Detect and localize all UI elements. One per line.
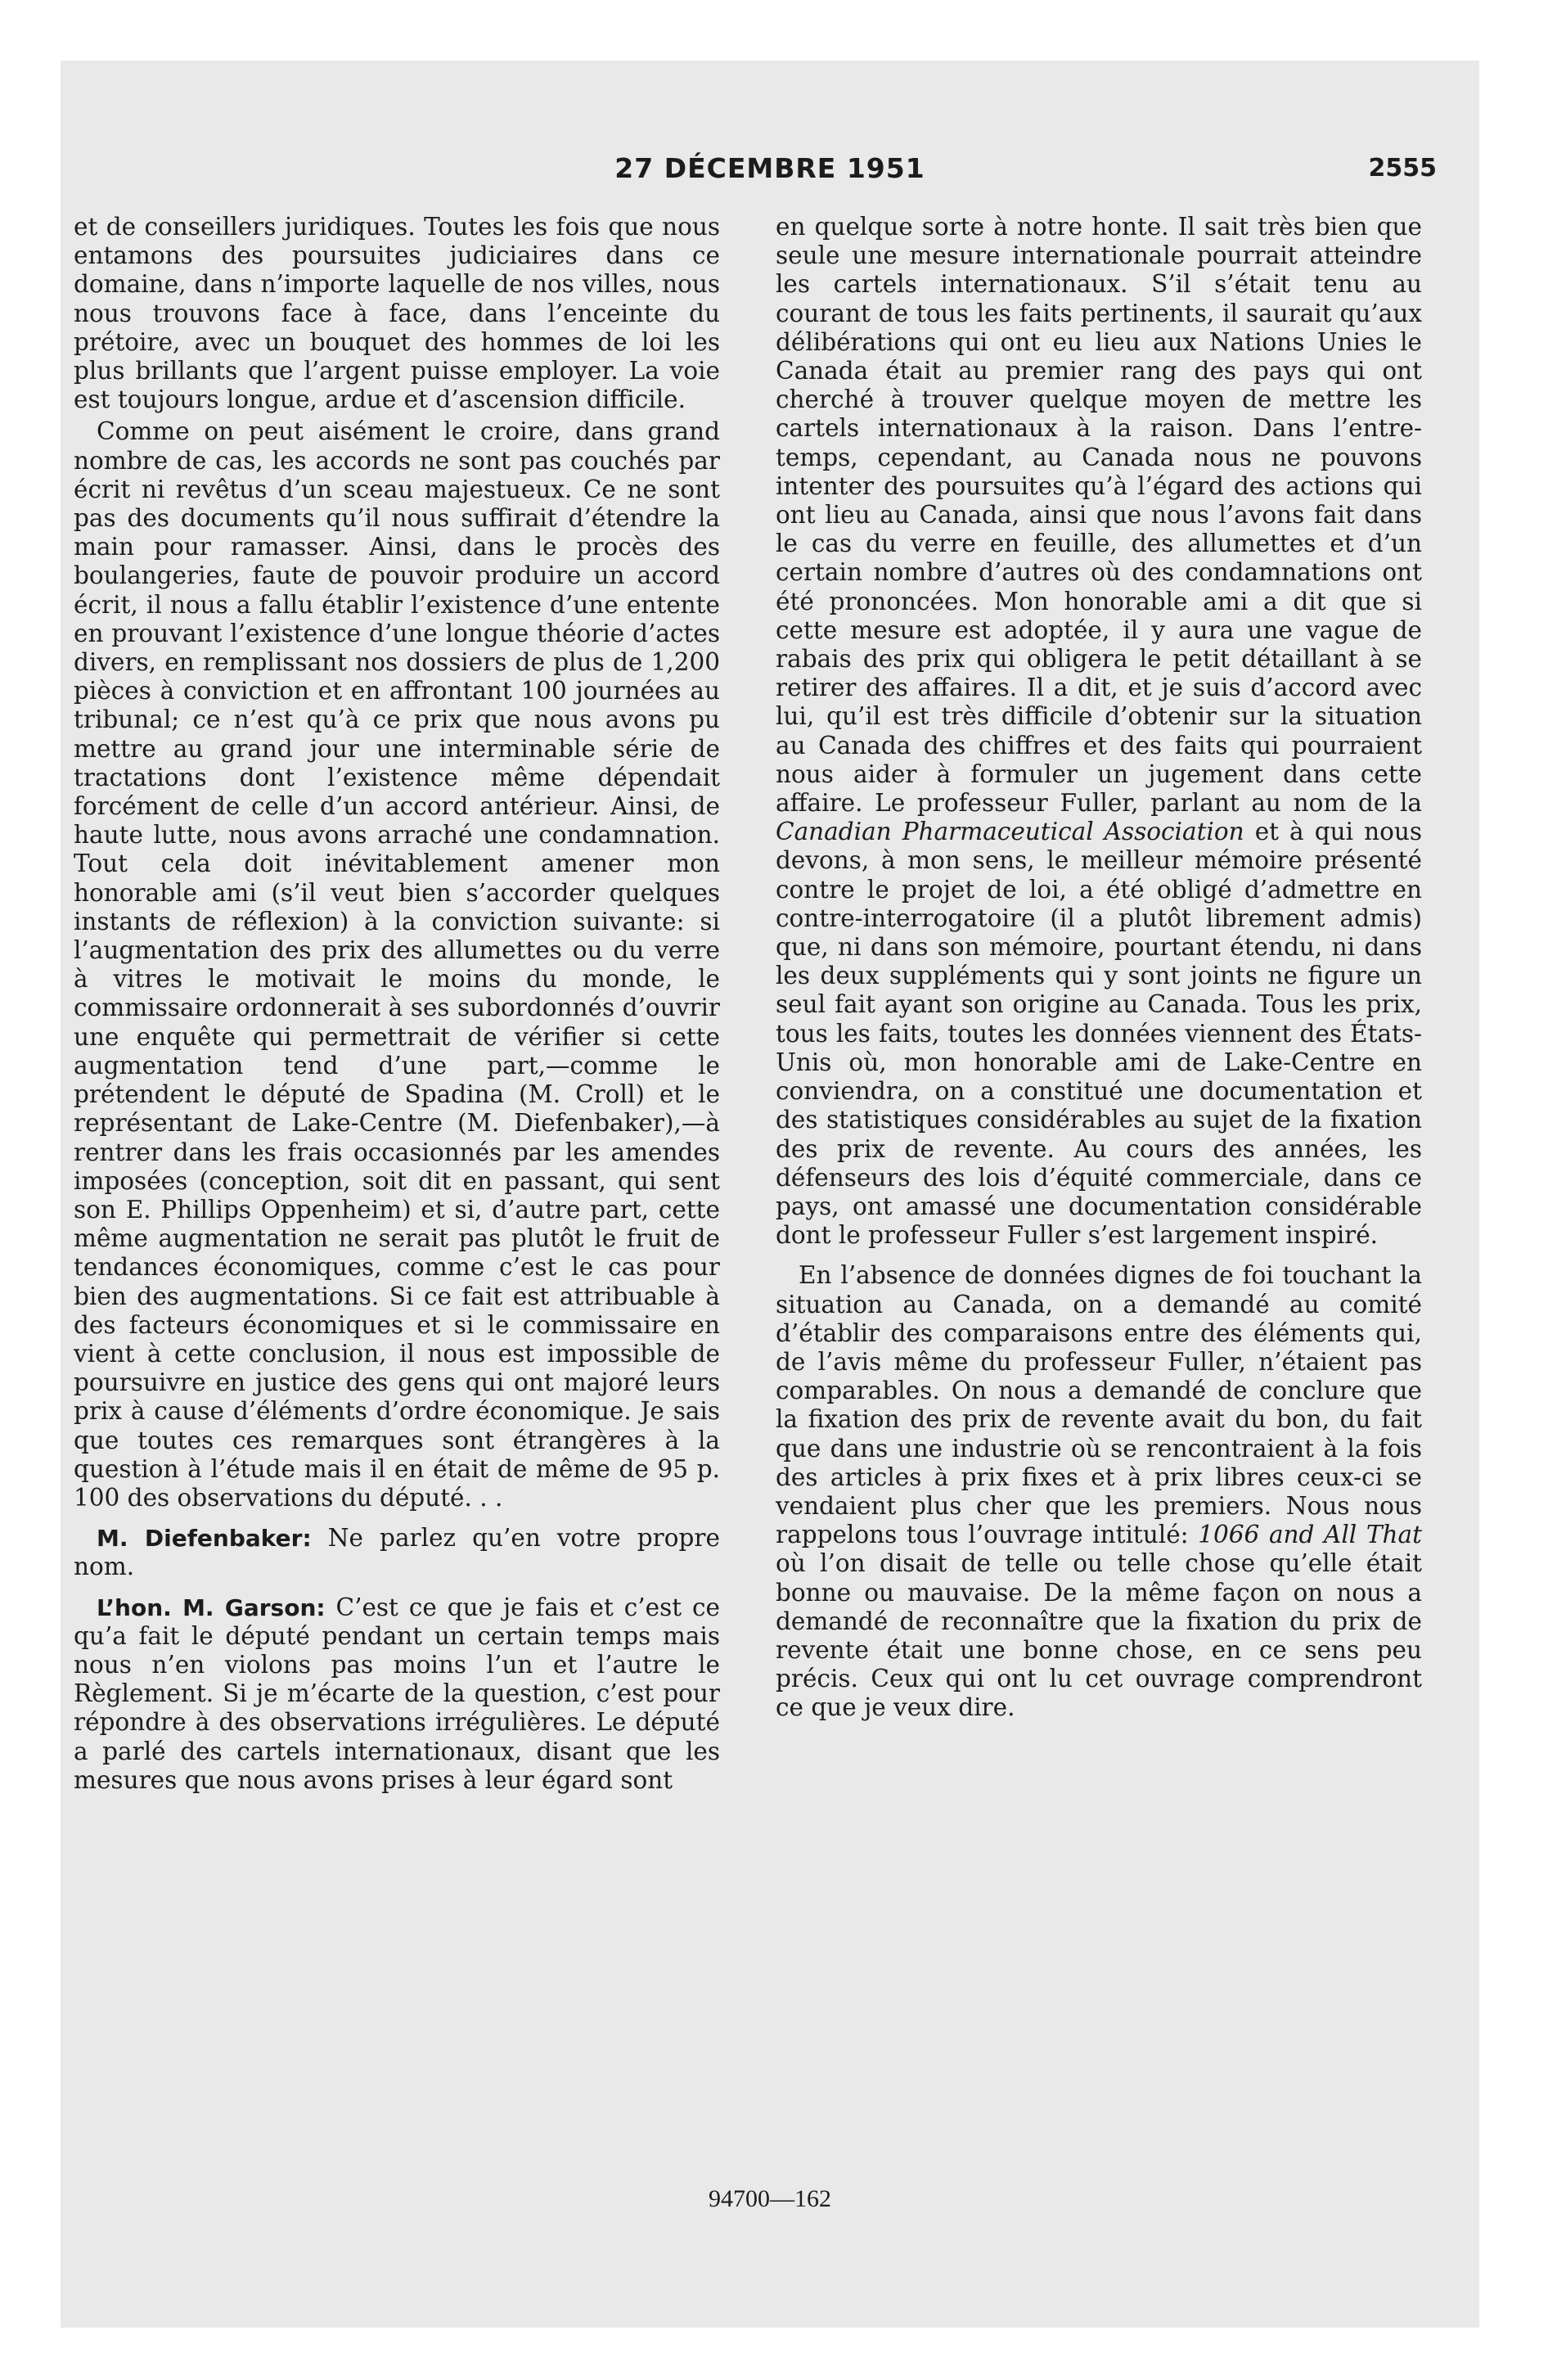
text-run: et à qui nous devons, à mon sens, le meilleur mémoire présenté contre le projet de loi, a été obligé d’admettre en contre-interrogatoire (il a plutôt librement admis) que, ni dans son mémoire, pourtant étendu, ni dans les deux suppléments qui y sont joints ne figure un seul fait ayant son origine au Canada. Tous les prix, tous les faits, toutes les données viennent des États-Unis où, mon honorable ami de Lake-Centre en conviendra, on a constitué une documentation et des statistiques considérables au sujet de la fixation des prix de revente. Au cours des années, les défenseurs des lois d’équité commerciale, dans ce pays, ont amassé une documentation considérable dont le professeur Fuller s’est largement inspiré. — [776, 818, 1422, 1250]
speech-garson — [74, 1593, 720, 1795]
page-header — [61, 152, 1479, 201]
speech-text: C’est ce que je fais et c’est ce qu’a fait le député pendant un certain temps mais nous n’en violons pas moins l’un et l’autre le Règlement. Si je m’écarte de la question, c’est pour répondre à des observations irrégulières. Le député a parlé des cartels internationaux, disant que les mesures que nous avons prises à leur égard sont — [74, 1593, 720, 1794]
text-run: en quelque sorte à notre honte. Il sait très bien que seule une mesure internationale pourrait atteindre les cartels internationaux. S’il s’était tenu au courant de tous les faits pertinents, il saurait qu’aux délibérations qui ont eu lieu aux Nations Unies le Canada était au premier rang des pays qui ont cherché à trouver quelque moyen de mettre les cartels internationaux à la raison. Dans l’entre-temps, cependant, au Canada nous ne pouvons intenter des poursuites qu’à l’égard des actions qui ont lieu au Canada, ainsi que nous l’avons fait dans le cas du verre en feuille, des allumettes et d’un certain nombre d’autres où des condamnations ont été prononcées. Mon honorable ami a dit que si cette mesure est adoptée, il y aura une vague de rabais des prix qui obligera le petit détaillant à se retirer des affaires. Il a dit, et je suis d’accord avec lui, qu’il est très difficile d’obtenir sur la situation au Canada des chiffres et des faits qui pourraient nous aider à formuler un jugement dans cette affaire. Le professeur Fuller, parlant au nom de la — [776, 213, 1422, 818]
footer-code: 94700—162 — [709, 2185, 831, 2212]
page-number: 2555 — [1368, 154, 1437, 183]
speech-diefenbaker — [74, 1524, 720, 1581]
paragraph — [776, 1261, 1422, 1722]
paragraph: et de conseillers juridiques. Toutes les fois que nous entamons des poursuites judiciaires dans ce domaine, dans n’importe laquelle de nos villes, nous nous trouvons face à face, dans l’enceinte du prétoire, avec un bouquet des hommes de loi les plus brillants que l’argent puisse employer. La voie est toujours longue, ardue et d’ascension difficile. — [74, 213, 720, 414]
speaker-name: L’hon. M. Garson: — [97, 1593, 326, 1621]
paragraph: Comme on peut aisément le croire, dans grand nombre de cas, les accords ne sont pas couchés par écrit ni revêtus d’un sceau majestueux. Ce ne sont pas des documents qu’il nous suffirait d’étendre la main pour ramasser. Ainsi, dans le procès des boulangeries, faute de pouvoir produire un accord écrit, il nous a fallu établir l’existence d’une entente en prouvant l’existence d’une longue théorie d’actes divers, en remplissant nos dossiers de plus de 1,200 pièces à conviction et en affrontant 100 journées au tribunal; ce n’est qu’à ce prix que nous avons pu mettre au grand jour une interminable série de tractations dont l’existence même dépendait forcément de celle d’un accord antérieur. Ainsi, de haute lutte, nous avons arraché une condamnation. Tout cela doit inévitablement amener mon honorable ami (s’il veut bien s’accorder quelques instants de réflexion) à la conviction suivante: si l’augmentation des prix des allumettes ou du verre à vitres le motivait le moins du monde, le commissaire ordonnerait à ses subordonnés d’ouvrir une enquête qui permettrait de vérifier si cette augmentation tend d’une part,—comme le prétendent le député de Spadina (M. Croll) et le représentant de Lake-Centre (M. Diefenbaker),—à rentrer dans les frais occasionnés par les amendes imposées (conception, soit dit en passant, qui sent son E. Phillips Oppenheim) et si, d’autre part, cette même augmentation ne serait pas plutôt le fruit de tendances économiques, comme c’est le cas pour bien des augmentations. Si ce fait est attribuable à des facteurs économiques et si le commissaire en vient à cette conclusion, il nous est impossible de poursuivre en justice des gens qui ont majoré leurs prix à cause d’éléments d’ordre économique. Je sais que toutes ces remarques sont étrangères à la question à l’étude mais il en était de même de 95 p. 100 des observations du député. . . — [74, 417, 720, 1512]
right-column — [776, 213, 1422, 1726]
text-run: En l’absence de données dignes de foi touchant la situation au Canada, on a demandé au comité d’établir des comparaisons entre des éléments qui, de l’avis même du professeur Fuller, n’étaient pas comparables. On nous a demandé de conclure que la fixation des prix de revente avait du bon, du fait que dans une industrie où se rencontraient à la fois des articles à prix fixes et à prix libres ceux-ci se vendaient plus cher que les premiers. Nous nous rappelons tous l’ouvrage intitulé: — [776, 1261, 1422, 1549]
italic-title: Canadian Pharmaceutical Association — [776, 818, 1244, 846]
document-page — [61, 61, 1479, 2328]
paragraph — [776, 213, 1422, 1250]
speaker-name: M. Diefenbaker: — [97, 1525, 312, 1553]
italic-title: 1066 and All That — [1198, 1521, 1422, 1549]
speech-text: Ne parlez qu’en votre propre nom. — [74, 1524, 720, 1581]
header-date: 27 DÉCEMBRE 1951 — [614, 152, 925, 184]
left-column — [74, 213, 720, 1798]
text-run: où l’on disait de telle ou telle chose qu’elle était bonne ou mauvaise. De la même façon on nous a demandé de reconnaître que la fixation du prix de revente était une bonne chose, en ce sens peu précis. Ceux qui ont lu cet ouvrage comprendront ce que je veux dire. — [776, 1549, 1422, 1722]
